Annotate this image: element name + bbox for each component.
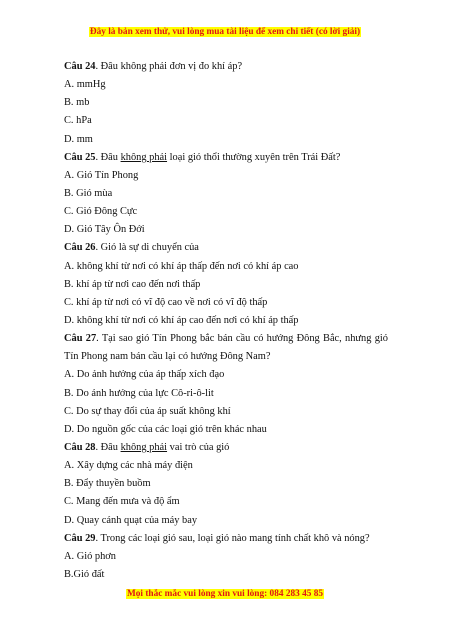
answer-option: B. khí áp từ nơi cao đến nơi thấp: [64, 278, 201, 290]
question-number: Câu 28: [64, 441, 96, 453]
question-block: [64, 149, 388, 240]
question-text: . Tại sao gió Tín Phong bắc bán cầu có hướng Đông Bắc, nhưng gió Tín Phong nam bán cầu lại có hướng Đông Nam?: [64, 333, 388, 363]
question-stem: [64, 439, 388, 457]
answer-option: D. không khí từ nơi có khí áp cao đến nơi có khí áp thấp: [64, 314, 299, 326]
question-stem: [64, 149, 388, 167]
answer-option: C. Mang đến mưa và độ ẩm: [64, 496, 180, 508]
question-stem: [64, 330, 388, 366]
answer-option: B. Đẩy thuyền buồm: [64, 478, 151, 490]
answer-option: D. Quay cánh quạt của máy bay: [64, 514, 198, 526]
question-number: Câu 29: [64, 532, 96, 544]
answer-option: B.Gió đất: [64, 568, 105, 580]
answer-option: A. Do ảnh hưởng của áp thấp xích đạo: [64, 369, 225, 381]
question-list: [64, 58, 388, 584]
contact-notice-text: Mọi thắc mắc vui lòng xin vui lòng: 084 283 45 85: [126, 589, 324, 599]
question-text-end: loại gió thổi thường xuyên trên Trái Đất?: [167, 151, 341, 163]
answer-option: B. Gió mùa: [64, 187, 113, 199]
contact-notice-banner: [0, 589, 450, 599]
emphasis-underline: không phải: [120, 441, 168, 453]
question-text: . Trong các loại gió sau, loại gió nào mang tính chất khô và nóng?: [95, 532, 370, 544]
question-block: [64, 439, 388, 530]
preview-notice-banner: [0, 27, 450, 37]
question-block: [64, 330, 388, 439]
answer-option: C. Gió Đông Cực: [64, 206, 138, 218]
question-text: . Đâu: [95, 151, 121, 163]
answer-option: A. mmHg: [64, 79, 106, 91]
answer-option: C. khí áp từ nơi có vĩ độ cao về nơi có vĩ độ thấp: [64, 296, 268, 308]
answer-option: A. Gió Tín Phong: [64, 169, 139, 181]
answer-option: C. Do sự thay đổi của áp suất không khí: [64, 405, 231, 417]
question-text: . Gió là sự di chuyển của: [95, 242, 199, 254]
question-number: Câu 24: [64, 61, 96, 72]
answer-option: C. hPa: [64, 115, 92, 127]
question-stem: [64, 239, 388, 257]
answer-option: B. mb: [64, 97, 90, 109]
emphasis-underline: không phải: [120, 151, 168, 163]
question-block: [64, 530, 388, 584]
question-number: Câu 26: [64, 242, 96, 254]
question-block: [64, 58, 388, 149]
answer-option: D. mm: [64, 133, 93, 145]
question-number: Câu 25: [64, 151, 96, 163]
answer-option: B. Do ảnh hưởng của lực Cô-ri-ô-lit: [64, 387, 214, 399]
question-text: . Đâu: [95, 441, 121, 453]
answer-option: A. không khí từ nơi có khí áp thấp đến nơi có khí áp cao: [64, 260, 299, 272]
question-number: Câu 27: [64, 333, 97, 345]
question-text: . Đâu không phải đơn vị đo khí áp?: [95, 61, 243, 72]
preview-notice-text: Đây là bản xem thử, vui lòng mua tài liệu để xem chi tiết (có lời giải): [89, 27, 361, 37]
question-block: [64, 239, 388, 330]
question-text-end: vai trò của gió: [167, 441, 230, 453]
question-stem: [64, 530, 388, 548]
answer-option: A. Gió phơn: [64, 550, 116, 562]
answer-option: A. Xây dựng các nhà máy điện: [64, 460, 193, 472]
answer-option: D. Gió Tây Ôn Đới: [64, 224, 145, 236]
question-stem: [64, 58, 388, 76]
answer-option: D. Do nguồn gốc của các loại gió trên khác nhau: [64, 423, 267, 435]
